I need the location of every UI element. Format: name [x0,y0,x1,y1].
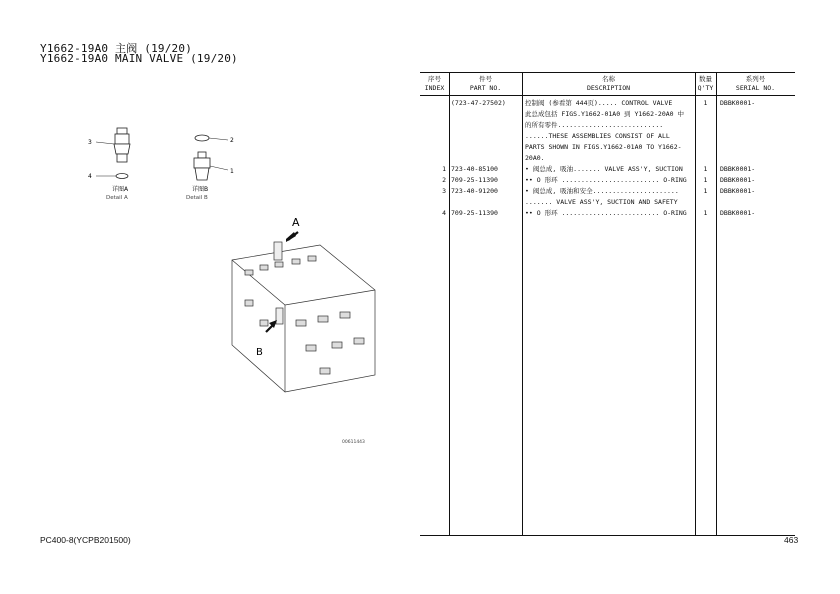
main-valve-illustration [70,120,400,460]
header-index: 序号 INDEX [424,75,445,92]
header-description: 名称 DESCRIPTION [586,75,631,92]
page-number: 463 [784,535,799,545]
table-row: 此总成包括 FIGS.Y1662-01A0 到 Y1662-20A0 中 [525,110,684,118]
detail-a-en: Detail A [106,195,128,201]
valve-block [232,242,375,392]
arrow-a [286,216,300,242]
header-part-no: 件号 PART NO. [469,75,502,92]
table-row: 3 723-40-91200 • 阀总成, 吸油和安全...................... 1 DBBK0001- [442,187,756,195]
table-body [420,98,795,219]
header-serial: 系列号 SERIAL NO. [735,75,776,92]
table-row: 20A0. [525,154,545,162]
detail-b-drawing [194,135,210,180]
callout-4: 4 [88,173,92,180]
svg-text:B: B [256,347,263,358]
svg-text:A: A [292,216,300,229]
detail-a-drawing [114,128,130,179]
callout-3: 3 [88,139,92,146]
table-row: 的所有零件........................... [525,121,664,129]
parts-table [420,72,795,536]
table-row: 4 709-25-11390 •• O 形环 ......................... O-RING 1 DBBK0001- [442,209,756,217]
header-qty: 数量 Q'TY [697,75,714,92]
callout-1: 1 [230,168,234,175]
table-row: (723-47-27502) 控制阀 (参看第 444页)..... CONTROL VALVE 1 DBBK0001- [451,99,756,107]
detail-b-cn: 详图B [192,186,209,193]
table-row: 1 723-40-85100 • 阀总成, 吸油....... VALVE ASS'Y, SUCTION 1 DBBK0001- [442,165,756,173]
page-title-en: Y1662-19A0 MAIN VALVE (19/20) [40,52,238,65]
table-row: PARTS SHOWN IN FIGS.Y1662-01A0 TO Y1662- [525,143,682,151]
callout-2: 2 [230,137,234,144]
figure-code: 00611443 [342,440,365,445]
detail-b-en: Detail B [186,195,208,201]
table-row: 2 709-25-11390 •• O 形环 ......................... O-RING 1 DBBK0001- [442,176,756,184]
table-row: ......THESE ASSEMBLIES CONSIST OF ALL [525,132,670,140]
machine-model: PC400-8(YCPB201500) [40,535,131,545]
page-title-cn: Y1662-19A0 主阀 (19/20) [40,42,193,55]
table-row: ....... VALVE ASS'Y, SUCTION AND SAFETY [525,198,678,206]
detail-a-cn: 详图A [112,186,129,193]
